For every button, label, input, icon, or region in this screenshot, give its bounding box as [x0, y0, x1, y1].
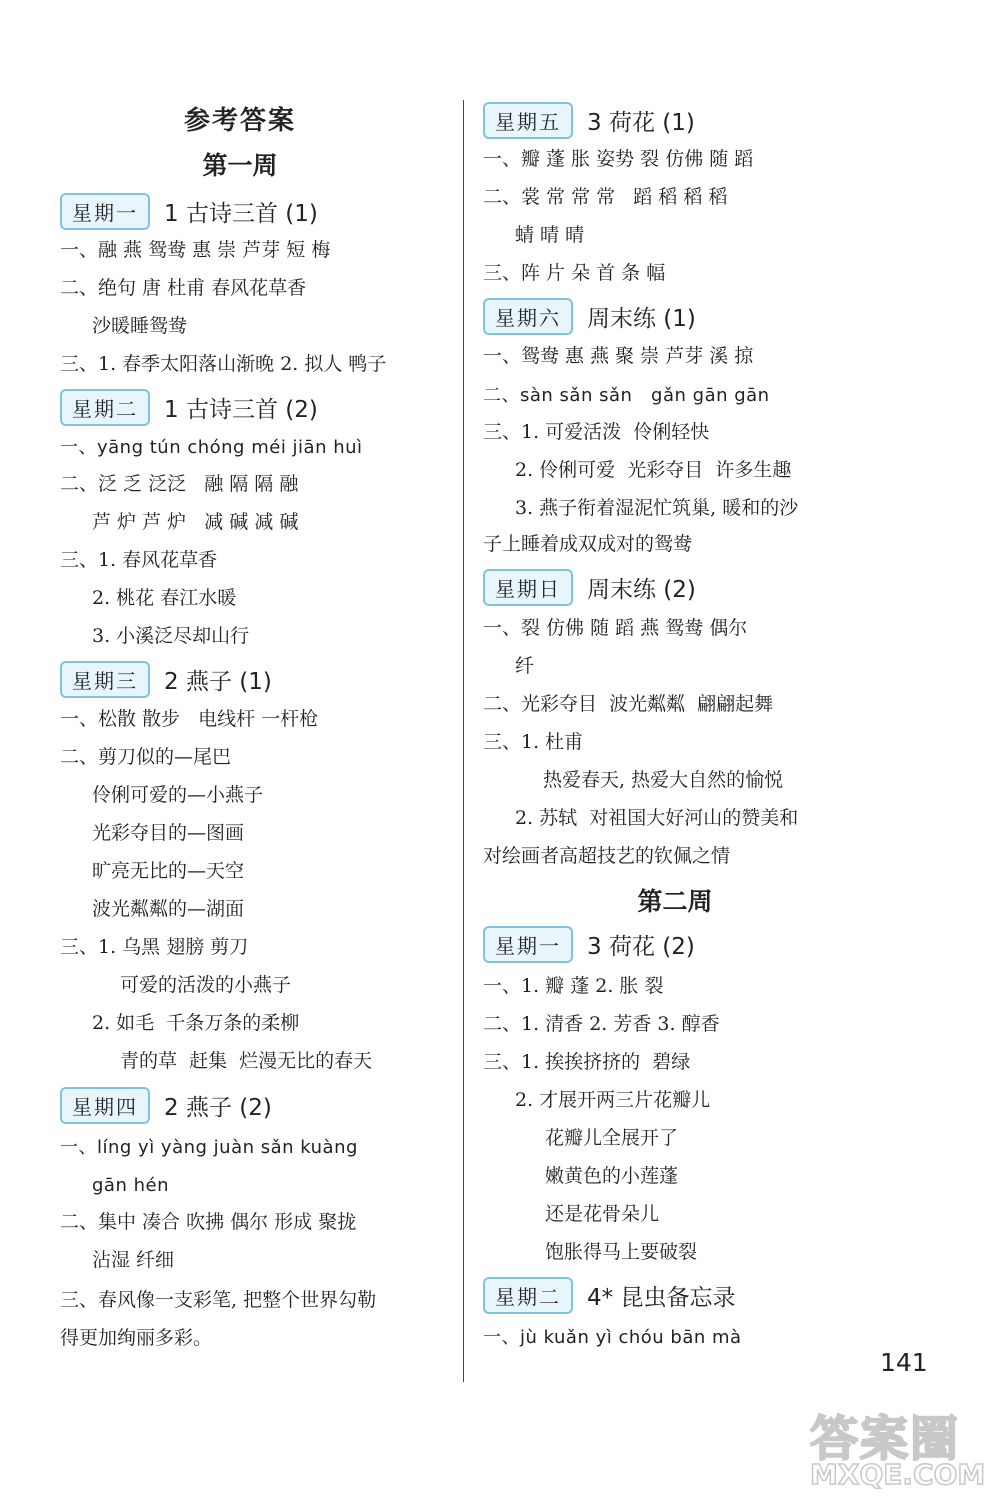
- answer-line: 三、春风像一支彩笔, 把整个世界勾勒: [60, 1289, 377, 1311]
- section-header: [60, 1088, 272, 1122]
- lesson-title: 1 古诗三首 (1): [164, 200, 318, 227]
- day-tag: 星期日: [483, 569, 573, 606]
- day-tag: 星期一: [483, 926, 573, 963]
- section-header: [60, 390, 318, 424]
- answer-line: 嫩黄色的小莲蓬: [545, 1165, 679, 1187]
- answer-line: 三、1. 春季太阳落山渐晚 2. 拟人 鸭子: [60, 353, 387, 375]
- answer-line: 三、1. 可爱活泼 伶俐轻快: [483, 421, 710, 443]
- answer-line: 一、瓣 蓬 胀 姿势 裂 仿佛 随 蹈: [483, 148, 754, 170]
- answer-line: 青的草 赶集 烂漫无比的春天: [120, 1050, 373, 1072]
- answer-line: 三、1. 乌黑 翅膀 剪刀: [60, 936, 249, 958]
- day-tag: 星期二: [483, 1277, 573, 1314]
- section-header: [483, 103, 695, 137]
- answer-line: 沙暖睡鸳鸯: [92, 315, 188, 337]
- section-header: [483, 1278, 735, 1312]
- answer-line: 纤: [515, 655, 535, 677]
- section-header: [60, 194, 318, 228]
- lesson-title: 4* 昆虫备忘录: [587, 1284, 736, 1311]
- lesson-title: 3 荷花 (2): [587, 933, 695, 960]
- watermark: [810, 1400, 995, 1495]
- answer-line: 蜻 晴 晴: [515, 224, 585, 246]
- column-divider: [463, 100, 464, 1382]
- answer-line: 三、1. 春风花草香: [60, 549, 218, 571]
- answer-line: 一、jù kuǎn yì chóu bān mà: [483, 1327, 742, 1348]
- day-tag: 星期三: [60, 661, 150, 698]
- answer-line: 二、集中 凑合 吹拂 偶尔 形成 聚拢: [60, 1211, 357, 1233]
- page-title: 参考答案: [183, 106, 296, 136]
- section-header: [483, 570, 696, 604]
- answer-line: 得更加绚丽多彩。: [60, 1327, 213, 1349]
- answer-line: 一、鸳鸯 惠 燕 聚 崇 芦芽 溪 掠: [483, 345, 754, 367]
- day-tag: 星期一: [60, 193, 150, 230]
- answer-line: 3. 小溪泛尽却山行: [92, 625, 250, 647]
- answer-line: 饱胀得马上要破裂: [545, 1241, 698, 1263]
- answer-line: 二、泛 乏 泛泛 融 隔 隔 融: [60, 473, 299, 495]
- lesson-title: 周末练 (1): [587, 305, 696, 332]
- day-tag: 星期四: [60, 1087, 150, 1124]
- lesson-title: 1 古诗三首 (2): [164, 396, 318, 423]
- answer-line: 2. 如毛 千条万条的柔柳: [92, 1012, 300, 1034]
- section-header: [60, 662, 272, 696]
- answer-line: 2. 伶俐可爱 光彩夺目 许多生趣: [515, 459, 792, 481]
- answer-line: 2. 苏轼 对祖国大好河山的赞美和: [515, 807, 799, 829]
- answer-line: 一、裂 仿佛 随 蹈 燕 鸳鸯 偶尔: [483, 617, 748, 639]
- answer-line: 3. 燕子衔着湿泥忙筑巢, 暖和的沙: [515, 497, 799, 519]
- answer-line: 三、1. 杜甫: [483, 731, 584, 753]
- week-heading-1: 第一周: [202, 151, 278, 180]
- answer-line: 二、剪刀似的—尾巴: [60, 746, 232, 768]
- answer-line: 一、yāng tún chóng méi jiān huì: [60, 437, 363, 458]
- answer-line: 旷亮无比的—天空: [92, 860, 245, 882]
- answer-line: 子上睡着成双成对的鸳鸯: [483, 533, 693, 555]
- lesson-title: 周末练 (2): [587, 576, 696, 603]
- lesson-title: 2 燕子 (1): [164, 668, 272, 695]
- answer-line: 芦 炉 芦 炉 减 碱 减 碱: [92, 511, 299, 533]
- answer-line: 一、松散 散步 电线杆 一杆枪: [60, 708, 319, 730]
- answer-line: 二、1. 清香 2. 芳香 3. 醇香: [483, 1013, 720, 1035]
- page-number: 141: [880, 1348, 928, 1377]
- section-header: [483, 927, 695, 961]
- answer-line: 二、裳 常 常 常 蹈 稻 稻 稻: [483, 186, 728, 208]
- section-header: [483, 299, 696, 333]
- answer-line: 一、1. 瓣 蓬 2. 胀 裂: [483, 975, 664, 997]
- answer-line: 花瓣儿全展开了: [545, 1127, 679, 1149]
- answer-line: 2. 才展开两三片花瓣儿: [515, 1089, 711, 1111]
- answer-line: 一、融 燕 鸳鸯 惠 崇 芦芽 短 梅: [60, 239, 331, 261]
- answer-line: 三、1. 挨挨挤挤的 碧绿: [483, 1051, 691, 1073]
- day-tag: 星期二: [60, 389, 150, 426]
- week-heading-2: 第二周: [637, 887, 713, 916]
- answer-line: 对绘画者高超技艺的钦佩之情: [483, 845, 731, 867]
- answer-line: 伶俐可爱的—小燕子: [92, 784, 264, 806]
- answer-line: 2. 桃花 春江水暖: [92, 587, 237, 609]
- answer-line: 波光粼粼的—湖面: [92, 898, 245, 920]
- answer-line: 二、sàn sǎn sǎn gǎn gān gān: [483, 385, 770, 406]
- watermark-cn: 答案圈: [810, 1411, 961, 1467]
- day-tag: 星期五: [483, 102, 573, 139]
- answer-line: 还是花骨朵儿: [545, 1203, 660, 1225]
- answer-line: 可爱的活泼的小燕子: [120, 974, 292, 996]
- watermark-en: MXQE.COM: [810, 1458, 986, 1491]
- answer-line: 沾湿 纤细: [92, 1249, 175, 1271]
- answer-line: 三、阵 片 朵 首 条 幅: [483, 262, 666, 284]
- lesson-title: 2 燕子 (2): [164, 1094, 272, 1121]
- answer-line: 热爱春天, 热爱大自然的愉悦: [543, 769, 784, 791]
- lesson-title: 3 荷花 (1): [587, 109, 695, 136]
- day-tag: 星期六: [483, 298, 573, 335]
- answer-line: 二、绝句 唐 杜甫 春风花草香: [60, 277, 307, 299]
- answer-line: gān hén: [92, 1175, 169, 1196]
- answer-line: 一、líng yì yàng juàn sǎn kuàng: [60, 1137, 358, 1158]
- answer-line: 光彩夺目的—图画: [92, 822, 245, 844]
- answer-line: 二、光彩夺目 波光粼粼 翩翩起舞: [483, 693, 774, 715]
